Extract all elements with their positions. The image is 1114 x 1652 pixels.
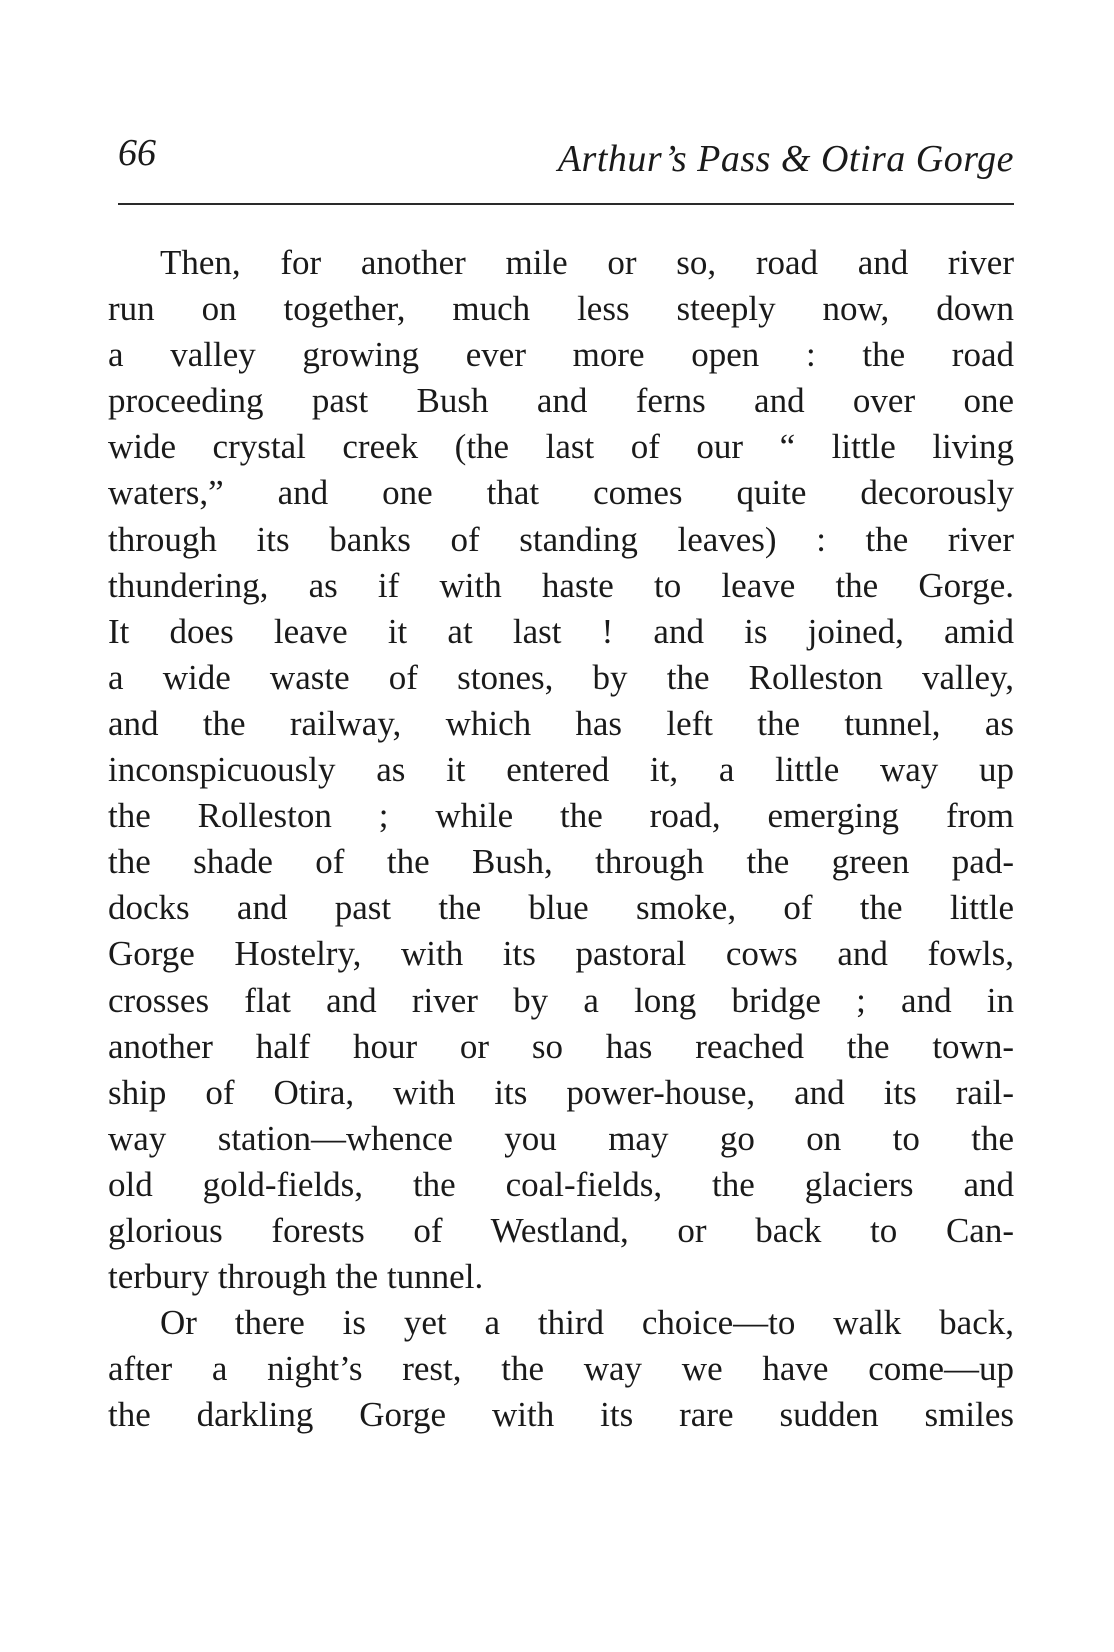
text-line: old gold-fields, the coal-fields, the glaciers and: [108, 1164, 1014, 1204]
text-line: Gorge Hostelry, with its pastoral cows and fowls,: [108, 934, 1014, 974]
text-line: and the railway, which has left the tunnel, as: [108, 703, 1014, 743]
text-line: Or there is yet a third choice—to walk back,: [160, 1303, 1014, 1343]
text-line: run on together, much less steeply now, down: [108, 289, 1014, 329]
text-line: crosses flat and river by a long bridge ; and in: [108, 980, 1014, 1020]
running-title: Arthur’s Pass & Otira Gorge: [557, 138, 1014, 180]
text-line: through its banks of standing leaves) : the river: [108, 519, 1014, 559]
text-line: another half hour or so has reached the town-: [108, 1026, 1014, 1066]
text-line: the shade of the Bush, through the green pad-: [108, 842, 1014, 882]
text-line: ship of Otira, with its power-house, and its rail-: [108, 1072, 1014, 1112]
text-line: inconspicuously as it entered it, a little way up: [108, 750, 1014, 790]
text-line: docks and past the blue smoke, of the little: [108, 888, 1014, 928]
text-line: the Rolleston ; while the road, emerging from: [108, 796, 1014, 836]
header-rule: [118, 203, 1014, 205]
text-line: after a night’s rest, the way we have come—up: [108, 1349, 1014, 1389]
text-line: glorious forests of Westland, or back to Can-: [108, 1210, 1014, 1250]
paragraph-1: [108, 240, 1014, 1300]
paragraph-2: [108, 1300, 1014, 1438]
text-line: It does leave it at last ! and is joined, amid: [108, 611, 1014, 651]
text-line: a valley growing ever more open : the road: [108, 335, 1014, 375]
body-text: [108, 240, 1014, 1438]
text-line: wide crystal creek (the last of our “ little living: [108, 427, 1014, 467]
text-line: a wide waste of stones, by the Rolleston valley,: [108, 657, 1014, 697]
text-line: waters,” and one that comes quite decorously: [108, 473, 1014, 513]
text-line: the darkling Gorge with its rare sudden smiles: [108, 1395, 1014, 1435]
text-line: proceeding past Bush and ferns and over one: [108, 381, 1014, 421]
page-number: 66: [118, 132, 156, 174]
text-line: terbury through the tunnel.: [108, 1257, 484, 1297]
text-line: way station—whence you may go on to the: [108, 1118, 1014, 1158]
text-line: thundering, as if with haste to leave the Gorge.: [108, 565, 1014, 605]
text-line: Then, for another mile or so, road and river: [160, 243, 1014, 282]
